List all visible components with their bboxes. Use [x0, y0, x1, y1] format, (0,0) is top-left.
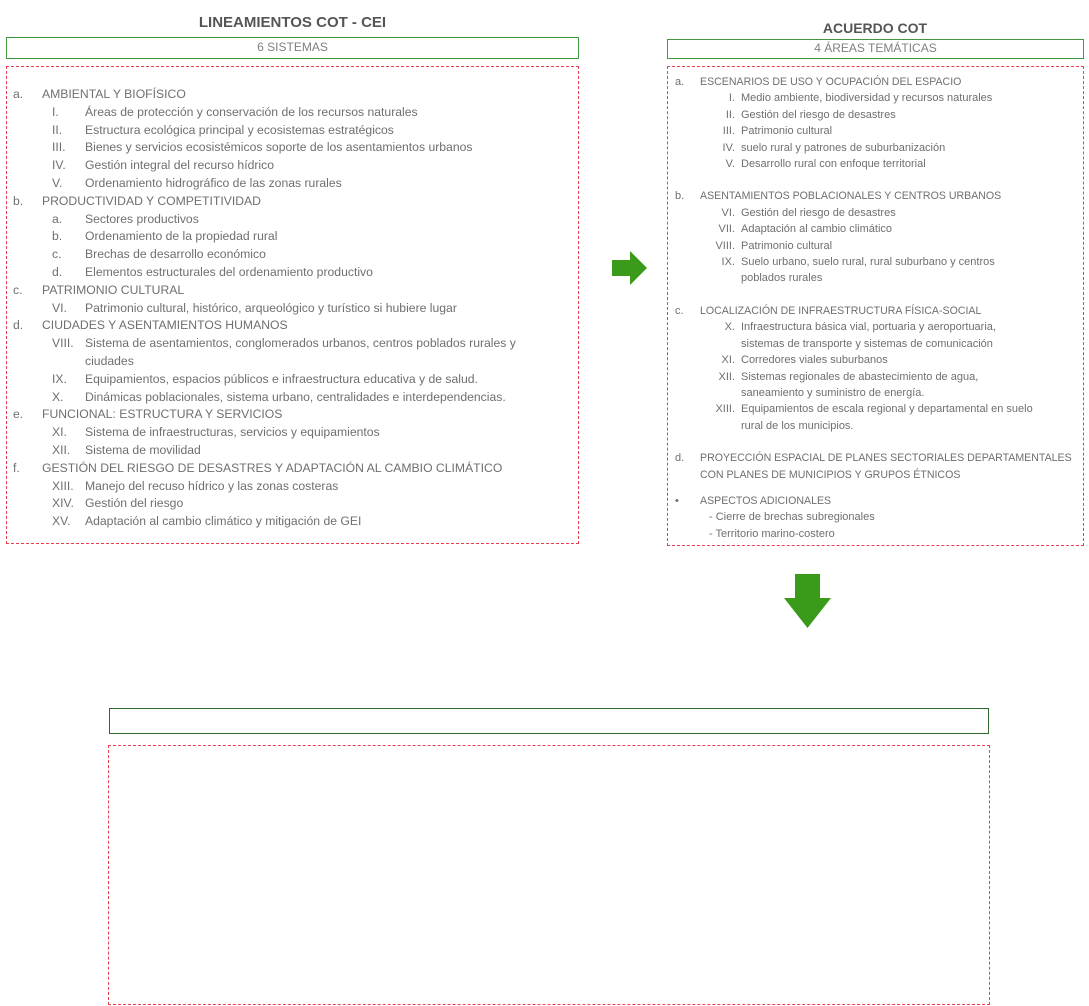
section-heading [675, 74, 1080, 90]
item-marker: a. [52, 211, 63, 226]
list-item [13, 495, 573, 513]
bullet-icon: • [675, 494, 679, 507]
additional-item: - Territorio marino-costero [709, 527, 835, 540]
list-item [13, 228, 573, 246]
list-item [675, 205, 1080, 221]
item-marker: VII. [718, 223, 735, 236]
item-text: Corredores viales suburbanos [741, 354, 888, 367]
item-text: Gestión del riesgo de desastres [741, 108, 896, 121]
item-text: Brechas de desarrollo económico [85, 247, 266, 262]
list-item [675, 401, 1080, 434]
section-label: ASENTAMIENTOS POBLACIONALES Y CENTROS URBANOS [700, 190, 1002, 203]
item-marker: XV. [52, 514, 71, 529]
section-marker: b. [675, 190, 685, 203]
section [675, 450, 1080, 483]
item-text: Sistema de infraestructuras, servicios y equipamientos [85, 425, 380, 440]
list-item [13, 211, 573, 229]
section-label: CIUDADES Y ASENTAMIENTOS HUMANOS [42, 318, 288, 333]
list-item [13, 246, 573, 264]
item-text: Ordenamiento de la propiedad rural [85, 229, 278, 244]
item-marker: X. [724, 321, 735, 334]
list-item [675, 352, 1080, 368]
item-marker: VI. [721, 206, 735, 219]
item-text: Adaptación al cambio climático y mitigación de GEI [85, 514, 362, 529]
section-label: LOCALIZACIÓN DE INFRAESTRUCTURA FÍSICA-SOCIAL [700, 304, 982, 317]
item-marker: IX. [721, 256, 735, 269]
list-item [675, 221, 1080, 237]
item-text: Equipamientos, espacios públicos e infraestructura educativa y de salud. [85, 371, 478, 386]
item-text: Estructura ecológica principal y ecosistemas estratégicos [85, 122, 394, 137]
item-text: Ordenamiento hidrográfico de las zonas rurales [85, 175, 342, 190]
item-text: Infraestructura básica vial, portuaria y aeroportuaria, [741, 321, 996, 334]
item-marker: I. [52, 104, 59, 119]
item-text: Bienes y servicios ecosistémicos soporte de los asentamientos urbanos [85, 140, 473, 155]
left-list [13, 86, 573, 531]
arrow-down-icon [783, 572, 833, 630]
item-text-cont: saneamiento y suministro de energía. [741, 386, 925, 399]
item-marker: XII. [52, 442, 71, 457]
list-item [675, 156, 1080, 172]
list-item [675, 369, 1080, 402]
item-text: Elementos estructurales del ordenamiento productivo [85, 264, 373, 279]
arrow-right-icon [610, 249, 650, 289]
section-heading [13, 193, 573, 211]
section-label: GESTIÓN DEL RIESGO DE DESASTRES Y ADAPTACIÓN AL CAMBIO CLIMÁTICO [42, 460, 503, 475]
additional-heading [675, 493, 1080, 509]
item-marker: XIII. [52, 478, 74, 493]
item-text: Medio ambiente, biodiversidad y recursos naturales [741, 92, 993, 105]
item-marker: III. [722, 125, 735, 138]
item-text: Dinámicas poblacionales, sistema urbano, centralidades e interdependencias. [85, 389, 506, 404]
item-marker: VI. [52, 300, 67, 315]
list-item [13, 513, 573, 531]
item-marker: XI. [52, 425, 67, 440]
item-text-cont: rural de los municipios. [741, 419, 854, 432]
item-marker: V. [725, 158, 735, 171]
list-item [13, 478, 573, 496]
item-marker: XII. [718, 370, 735, 383]
item-marker: XIV. [52, 496, 74, 511]
section-marker: d. [13, 318, 24, 333]
list-item [13, 389, 573, 407]
section-heading [13, 86, 573, 104]
section [675, 188, 1080, 286]
section-heading [13, 317, 573, 335]
section-marker: d. [675, 452, 685, 465]
item-text-cont: sistemas de transporte y sistemas de comunicación [741, 337, 993, 350]
additional-item: - Cierre de brechas subregionales [709, 511, 875, 524]
list-item [13, 300, 573, 318]
item-marker: VIII. [715, 239, 735, 252]
item-marker: V. [52, 175, 63, 190]
item-text: Sistemas regionales de abastecimiento de agua, [741, 370, 979, 383]
section-heading [675, 303, 1080, 319]
list-item [675, 238, 1080, 254]
right-list [675, 74, 1080, 542]
item-text: Suelo urbano, suelo rural, rural suburbano y centros [741, 256, 995, 269]
additional-section [675, 493, 1080, 542]
item-marker: II. [52, 122, 63, 137]
item-marker: II. [725, 108, 735, 121]
section-marker: c. [675, 304, 684, 317]
list-item [13, 371, 573, 389]
item-marker: c. [52, 247, 62, 262]
section-marker: a. [675, 76, 685, 88]
section-heading [13, 460, 573, 478]
section-marker: a. [13, 87, 24, 101]
section-heading [675, 450, 1080, 483]
section-heading [13, 282, 573, 300]
right-title: ACUERDO COT [822, 20, 928, 36]
item-text: Sistema de movilidad [85, 442, 201, 457]
item-text: Áreas de protección y conservación de los recursos naturales [85, 104, 418, 119]
section-label-cont: CON PLANES DE MUNICIPIOS Y GRUPOS ÉTNICOS [700, 468, 961, 481]
item-marker: b. [52, 229, 63, 244]
item-text: Gestión del riesgo [85, 496, 184, 511]
list-item [13, 139, 573, 157]
item-text: Manejo del recuso hídrico y las zonas costeras [85, 478, 339, 493]
item-text: Sistema de asentamientos, conglomerados urbanos, centros poblados rurales y [85, 336, 516, 351]
list-item [675, 254, 1080, 287]
section-heading [13, 406, 573, 424]
section-label: AMBIENTAL Y BIOFÍSICO [42, 87, 186, 101]
item-marker: XI. [721, 354, 735, 367]
section-marker: b. [13, 193, 24, 208]
item-marker: d. [52, 264, 63, 279]
additional-label: ASPECTOS ADICIONALES [700, 494, 832, 507]
item-marker: IX. [52, 371, 67, 386]
item-marker: III. [52, 140, 66, 155]
item-text: Equipamientos de escala regional y departamental en suelo [741, 403, 1033, 416]
left-subtitle-box: 6 SISTEMAS [6, 37, 579, 59]
list-item [13, 122, 573, 140]
item-text: Patrimonio cultural [741, 239, 833, 252]
item-marker: VIII. [52, 336, 74, 351]
section [675, 303, 1080, 434]
section-heading [675, 188, 1080, 204]
list-item [675, 90, 1080, 106]
section-label: ESCENARIOS DE USO Y OCUPACIÓN DEL ESPACIO [700, 76, 962, 88]
item-marker: XIII. [715, 403, 735, 416]
left-title: LINEAMIENTOS COT - CEI [198, 14, 387, 31]
list-item [13, 157, 573, 175]
list-item [13, 424, 573, 442]
list-item [675, 140, 1080, 156]
list-item [675, 123, 1080, 139]
item-marker: IV. [52, 158, 66, 173]
right-subtitle-box: 4 ÁREAS TEMÁTICAS [667, 39, 1084, 59]
item-text: Desarrollo rural con enfoque territorial [741, 158, 926, 171]
bottom-title-box [109, 708, 989, 734]
section-marker: e. [13, 407, 24, 422]
list-item [13, 442, 573, 460]
section-label: FUNCIONAL: ESTRUCTURA Y SERVICIOS [42, 407, 283, 422]
list-item [13, 335, 573, 371]
item-text: Gestión del riesgo de desastres [741, 206, 896, 219]
item-text: Sectores productivos [85, 211, 199, 226]
item-text-cont: poblados rurales [741, 272, 823, 285]
item-text: Adaptación al cambio climático [741, 223, 893, 236]
item-text: suelo rural y patrones de suburbanización [741, 141, 946, 154]
item-text: Gestión integral del recurso hídrico [85, 158, 275, 173]
item-marker: X. [52, 389, 64, 404]
section [675, 74, 1080, 172]
section-label: PRODUCTIVIDAD Y COMPETITIVIDAD [42, 193, 261, 208]
list-item [675, 107, 1080, 123]
list-item [13, 175, 573, 193]
item-marker: I. [728, 92, 735, 105]
section-marker: f. [13, 460, 20, 475]
item-text: Patrimonio cultural [741, 125, 833, 138]
list-item [675, 319, 1080, 352]
list-item [13, 104, 573, 122]
item-text: Patrimonio cultural, histórico, arqueológico y turístico si hubiere lugar [85, 300, 457, 315]
section-marker: c. [13, 282, 23, 297]
list-item [13, 264, 573, 282]
bottom-content-box [108, 745, 990, 1005]
section-label: PROYECCIÓN ESPACIAL DE PLANES SECTORIALES DEPARTAMENTALES [700, 452, 1072, 465]
section-label: PATRIMONIO CULTURAL [42, 282, 185, 297]
item-text-cont: ciudades [85, 353, 134, 368]
item-marker: IV. [722, 141, 735, 154]
